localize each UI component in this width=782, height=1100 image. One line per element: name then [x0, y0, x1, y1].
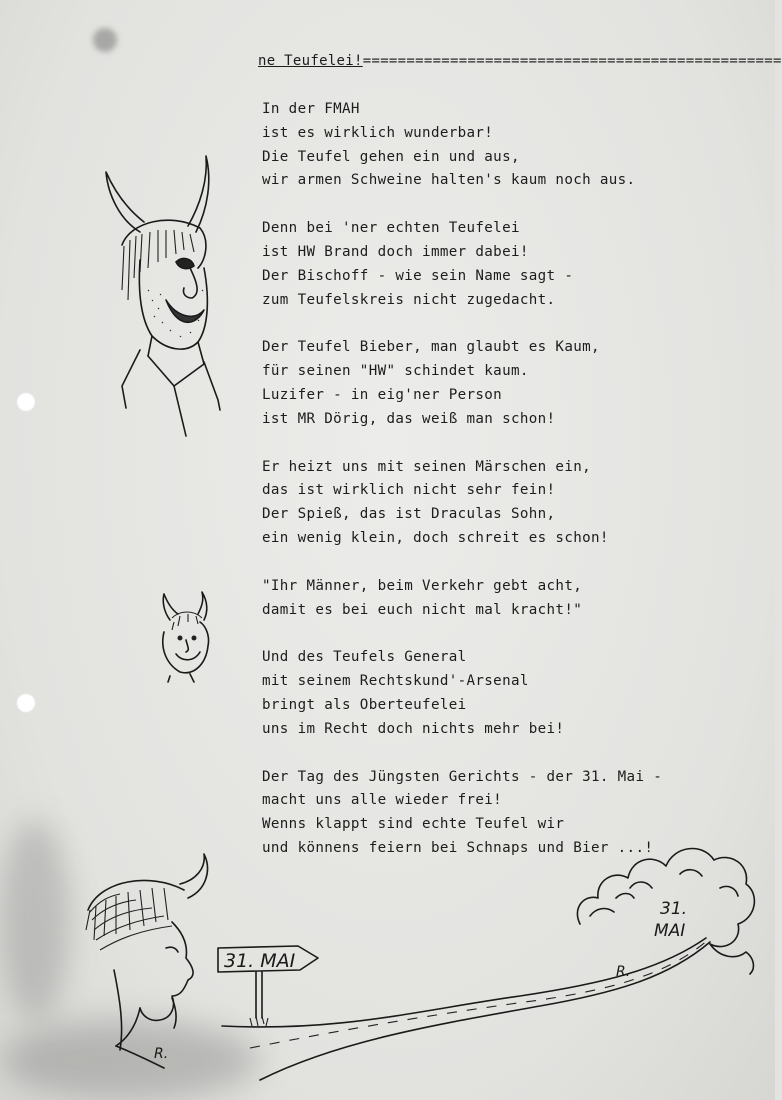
poem-line: ist HW Brand doch immer dabei!	[262, 243, 529, 260]
poem	[262, 98, 732, 885]
poem-line: "Ihr Männer, beim Verkehr gebt acht,	[262, 577, 583, 594]
shadow-smudge	[0, 820, 70, 1020]
devil-portrait-sketch	[100, 150, 230, 440]
artist-signature-left: R.	[154, 1046, 169, 1062]
poem-line: Denn bei 'ner echten Teufelei	[262, 220, 520, 237]
poem-line: In der FMAH	[262, 101, 360, 117]
poem-line: ein wenig klein, doch schreit es schon!	[262, 529, 609, 546]
ink-smudge	[93, 28, 117, 52]
poem-line: Der Bischoff - wie sein Name sagt -	[262, 267, 574, 284]
cloud-text-line2: MAI	[654, 921, 686, 941]
poem-line: bringt als Oberteufelei	[262, 696, 467, 713]
poem-line: Wenns klappt sind echte Teufel wir	[262, 816, 565, 833]
poem-stanza	[262, 336, 732, 431]
cloud-sketch	[570, 828, 760, 978]
title-underline-rule: ================================================	[362, 53, 782, 69]
poem-line: damit es bei euch nicht mal kracht!"	[262, 601, 583, 618]
poem-line: ist MR Dörig, das weiß man schon!	[262, 410, 556, 427]
poem-line: Der Spieß, das ist Draculas Sohn,	[262, 506, 556, 523]
poem-line: Er heizt uns mit seinen Märschen ein,	[262, 458, 591, 475]
page-title: ne Teufelei!	[258, 53, 363, 69]
artist-signature-right: R.	[616, 964, 631, 980]
poem-line: macht uns alle wieder frei!	[262, 792, 503, 809]
poem-line: Der Tag des Jüngsten Gerichts - der 31. Mai -	[262, 768, 663, 785]
poem-line: Luzifer - in eig'ner Person	[262, 386, 503, 403]
title-row	[258, 53, 782, 69]
poem-stanza	[262, 575, 732, 623]
poem-line: Die Teufel gehen ein und aus,	[262, 148, 520, 165]
poem-line: mit seinem Rechtskund'-Arsenal	[262, 673, 529, 690]
poem-line: für seinen "HW" schindet kaum.	[262, 363, 529, 380]
poem-line: zum Teufelskreis nicht zugedacht.	[262, 291, 556, 308]
poem-line: das ist wirklich nicht sehr fein!	[262, 482, 556, 499]
poem-stanza	[262, 98, 732, 193]
poem-stanza	[262, 456, 732, 551]
poem-line: und könnens feiern bei Schnaps und Bier ...!	[262, 839, 654, 856]
poem-stanza	[262, 646, 732, 741]
poem-line: Und des Teufels General	[262, 649, 467, 666]
punch-hole-bottom	[16, 693, 36, 713]
poem-line: ist es wirklich wunderbar!	[262, 124, 494, 141]
poem-line: wir armen Schweine halten's kaum noch aus.	[262, 172, 636, 189]
poem-line: uns im Recht doch nichts mehr bei!	[262, 720, 565, 737]
small-devil-sketch	[150, 592, 220, 682]
poem-stanza	[262, 217, 732, 312]
signpost-text: 31. MAI	[224, 950, 296, 972]
punch-hole-top	[16, 392, 36, 412]
poem-line: Der Teufel Bieber, man glaubt es Kaum,	[262, 339, 600, 356]
cloud-text-line1: 31.	[660, 899, 688, 919]
